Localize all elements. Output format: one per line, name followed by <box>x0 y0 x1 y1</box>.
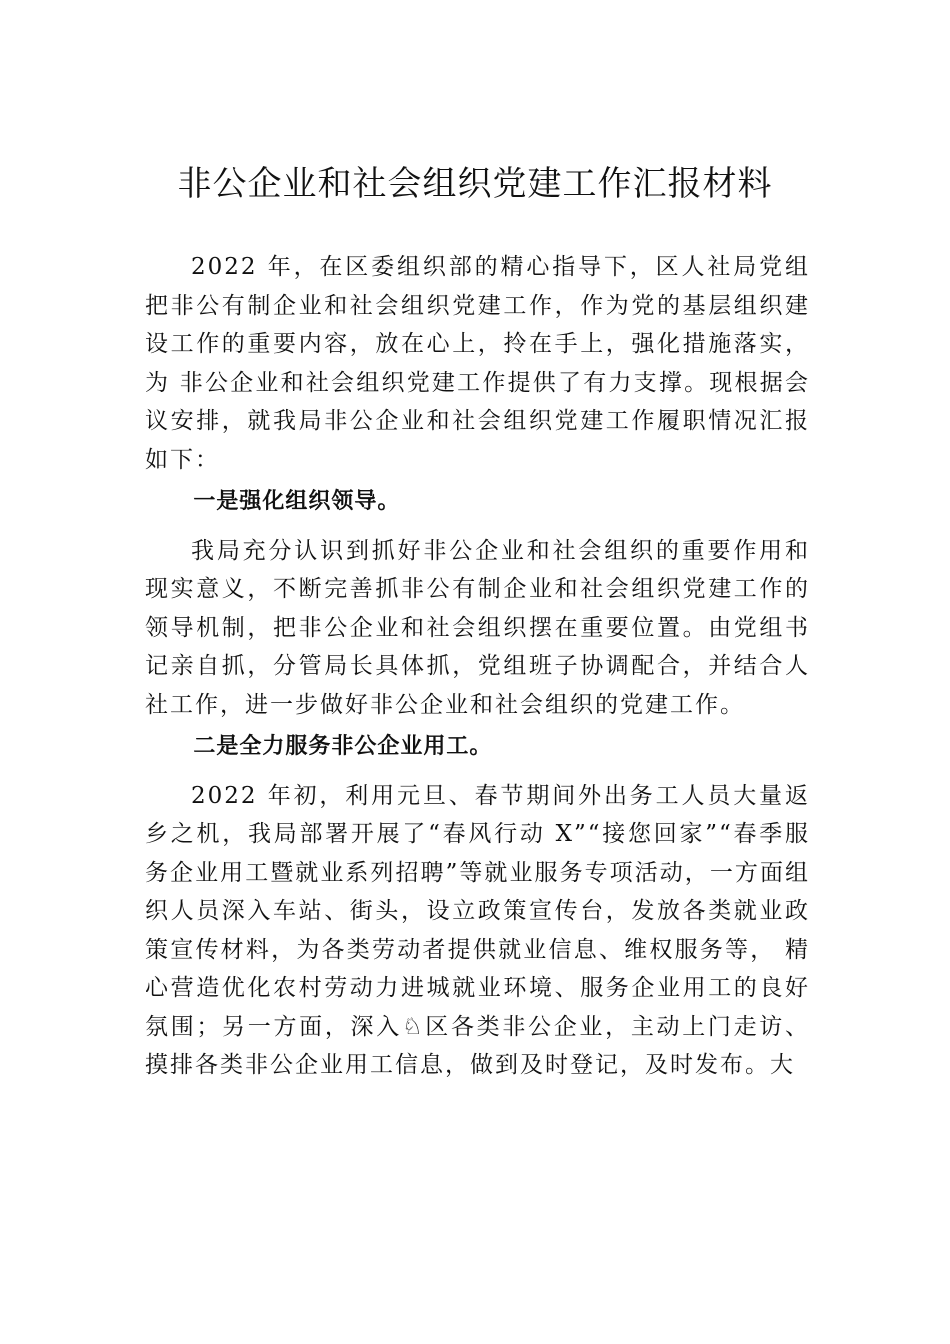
document-body <box>145 248 810 1085</box>
intro-paragraph: 2022 年，在区委组织部的精心指导下，区人社局党组把非公有制企业和社会组织党建工作，作为党的基层组织建设工作的重要内容，放在心上，拎在手上，强化措施落实，为 非公企业和社会组织党建工作提供了有力支撑。现根据会议安排，就我局非公企业和社会组织党建工作履职情况汇报如下： <box>145 254 810 473</box>
section-body-1: 我局充分认识到抓好非公企业和社会组织的重要作用和现实意义，不断完善抓非公有制企业和社会组织党建工作的领导机制，把非公企业和社会组织摆在重要位置。由党组书记亲自抓，分管局长具体抓，党组班子协调配合，并结合人社工作，进一步做好非公企业和社会组织的党建工作。 <box>145 537 810 718</box>
section-heading-2: 二是全力服务非公企业用工。 <box>193 734 493 759</box>
document-title: 非公企业和社会组织党建工作汇报材料 <box>177 164 773 204</box>
section-heading-1: 一是强化组织领导。 <box>193 489 401 514</box>
section-body-2: 2022 年初，利用元旦、春节期间外出务工人员大量返乡之机，我局部署开展了“春风行动 X”“接您回家”“春季服务企业用工暨就业系列招聘”等就业服务专项活动，一方面组织人员深入车站、街头，设立政策宣传台，发放各类就业政策宣传材料，为各类劳动者提供就业信息、维权服务等， 精心营造优化农村劳动力进城就业环境、服务企业用工的良好氛围；另一方面，深入♘区各类非公企业，主动上门走访、摸排各类非公企业用工信息，做到及时登记，及时发布。大 <box>145 782 810 1078</box>
